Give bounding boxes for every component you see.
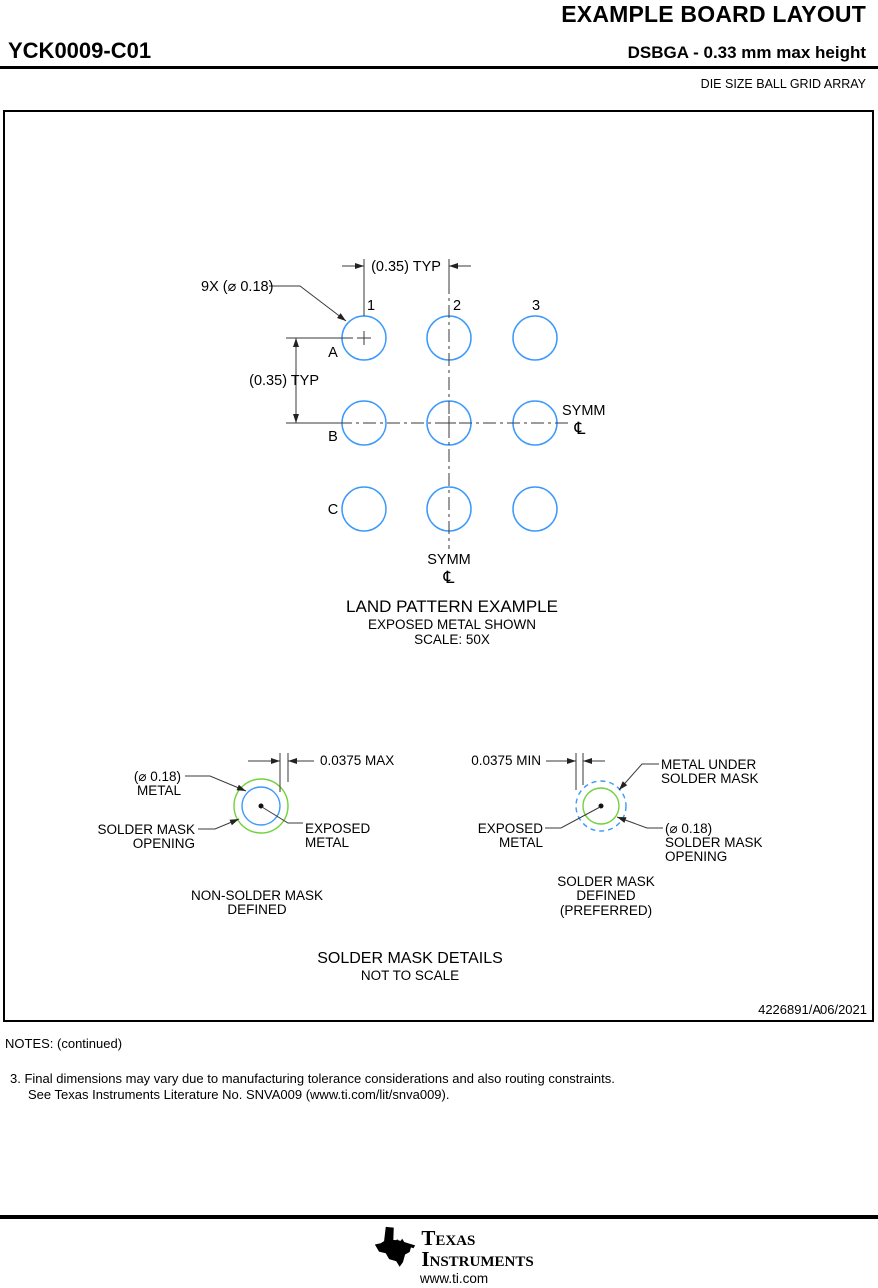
nsmd-exposed-leader <box>262 807 303 823</box>
smd-detail-figure <box>471 753 762 918</box>
solder-mask-details-title: SOLDER MASK DETAILS <box>317 950 503 967</box>
nsmd-opening-leader <box>198 819 239 829</box>
ti-logo <box>374 1224 533 1270</box>
package-type-label: DIE SIZE BALL GRID ARRAY <box>700 77 866 91</box>
nsmd-exposed-callout-1: EXPOSED <box>305 821 371 836</box>
brand-line-2: Instruments <box>421 1247 534 1271</box>
symm-label-right: SYMM <box>562 403 606 419</box>
nsmd-metal-callout-2: METAL <box>136 783 181 798</box>
nsmd-metal-leader <box>185 776 246 791</box>
ti-wordmark <box>421 1228 533 1270</box>
note-3-line1: 3. Final dimensions may vary due to manufacturing tolerance considerations and also routing constraints. <box>10 1071 615 1086</box>
pad-c1 <box>342 487 386 531</box>
smd-caption-3: (PREFERRED) <box>559 903 653 918</box>
pad-c3 <box>513 487 557 531</box>
smd-caption-1: SOLDER MASK <box>557 874 655 889</box>
pad-a3 <box>513 316 557 360</box>
smd-metal-under-leader <box>619 764 659 790</box>
pitch-left-dim: (0.35) TYP <box>249 373 319 389</box>
drawing-number: 4226891/A <box>758 1002 821 1017</box>
land-pattern-subtitle1: EXPOSED METAL SHOWN <box>367 617 537 632</box>
footer-divider <box>0 1215 878 1219</box>
smd-metal-under-callout-1: METAL UNDER <box>661 757 757 772</box>
row-label-a: A <box>328 345 338 361</box>
centerline-symbol-right: ℄ <box>574 419 586 438</box>
smd-opening-callout-2: SOLDER MASK <box>665 835 763 850</box>
nsmd-dimension: 0.0375 MAX <box>320 753 395 768</box>
land-pattern-title: LAND PATTERN EXAMPLE <box>346 597 558 616</box>
drawing-date: 06/2021 <box>820 1002 867 1017</box>
land-pattern-subtitle2: SCALE: 50X <box>414 632 490 647</box>
page-title: EXAMPLE BOARD LAYOUT <box>561 1 866 27</box>
nsmd-caption-1: NON-SOLDER MASK <box>190 888 324 903</box>
nsmd-caption-2: DEFINED <box>227 902 287 917</box>
smd-caption-2: DEFINED <box>576 888 636 903</box>
technical-drawing <box>5 112 872 1020</box>
column-label-1: 1 <box>367 298 376 314</box>
smd-exposed-leader <box>545 807 600 828</box>
smd-exposed-callout-2: METAL <box>498 835 543 850</box>
smd-opening-leader <box>617 817 663 828</box>
nsmd-exposed-callout-2: METAL <box>305 835 350 850</box>
centerline-symbol-bottom: ℄ <box>443 568 455 587</box>
column-label-2: 2 <box>453 298 462 314</box>
smd-opening-callout-3: OPENING <box>665 849 728 864</box>
smd-metal-under-callout-2: SOLDER MASK <box>661 771 759 786</box>
footer <box>0 1224 878 1286</box>
notes-heading: NOTES: (continued) <box>5 1036 123 1051</box>
nsmd-metal-callout-1: (⌀ 0.18) <box>133 769 181 784</box>
solder-mask-details-subtitle: NOT TO SCALE <box>360 968 460 983</box>
texas-state-icon <box>374 1224 416 1270</box>
nsmd-detail-figure <box>97 753 394 917</box>
smd-opening-callout-1: (⌀ 0.18) <box>665 821 713 836</box>
part-number: YCK0009-C01 <box>8 38 152 63</box>
pad-diameter-callout: 9X (⌀ 0.18) <box>201 279 274 295</box>
header-divider <box>0 66 878 69</box>
nsmd-opening-callout-1: SOLDER MASK <box>97 822 195 837</box>
drawing-frame <box>3 110 874 1022</box>
smd-dimension: 0.0375 MIN <box>471 753 541 768</box>
ti-monogram: ti <box>390 1237 399 1255</box>
pad-callout-leader <box>269 286 346 321</box>
pitch-top-dim: (0.35) TYP <box>371 259 441 275</box>
land-pattern-figure <box>201 259 606 647</box>
smd-exposed-callout-1: EXPOSED <box>477 821 543 836</box>
symm-label-bottom: SYMM <box>427 552 471 568</box>
brand-line-1: Texas <box>421 1226 476 1250</box>
row-label-c: C <box>327 502 339 518</box>
nsmd-opening-callout-2: OPENING <box>132 836 195 851</box>
row-label-b: B <box>328 429 338 445</box>
ti-website-link[interactable]: www.ti.com <box>419 1271 489 1286</box>
column-label-3: 3 <box>532 298 541 314</box>
note-3-line2: See Texas Instruments Literature No. SNVA009 (www.ti.com/lit/snva009). <box>28 1087 450 1102</box>
package-height-subtitle: DSBGA - 0.33 mm max height <box>627 43 866 62</box>
